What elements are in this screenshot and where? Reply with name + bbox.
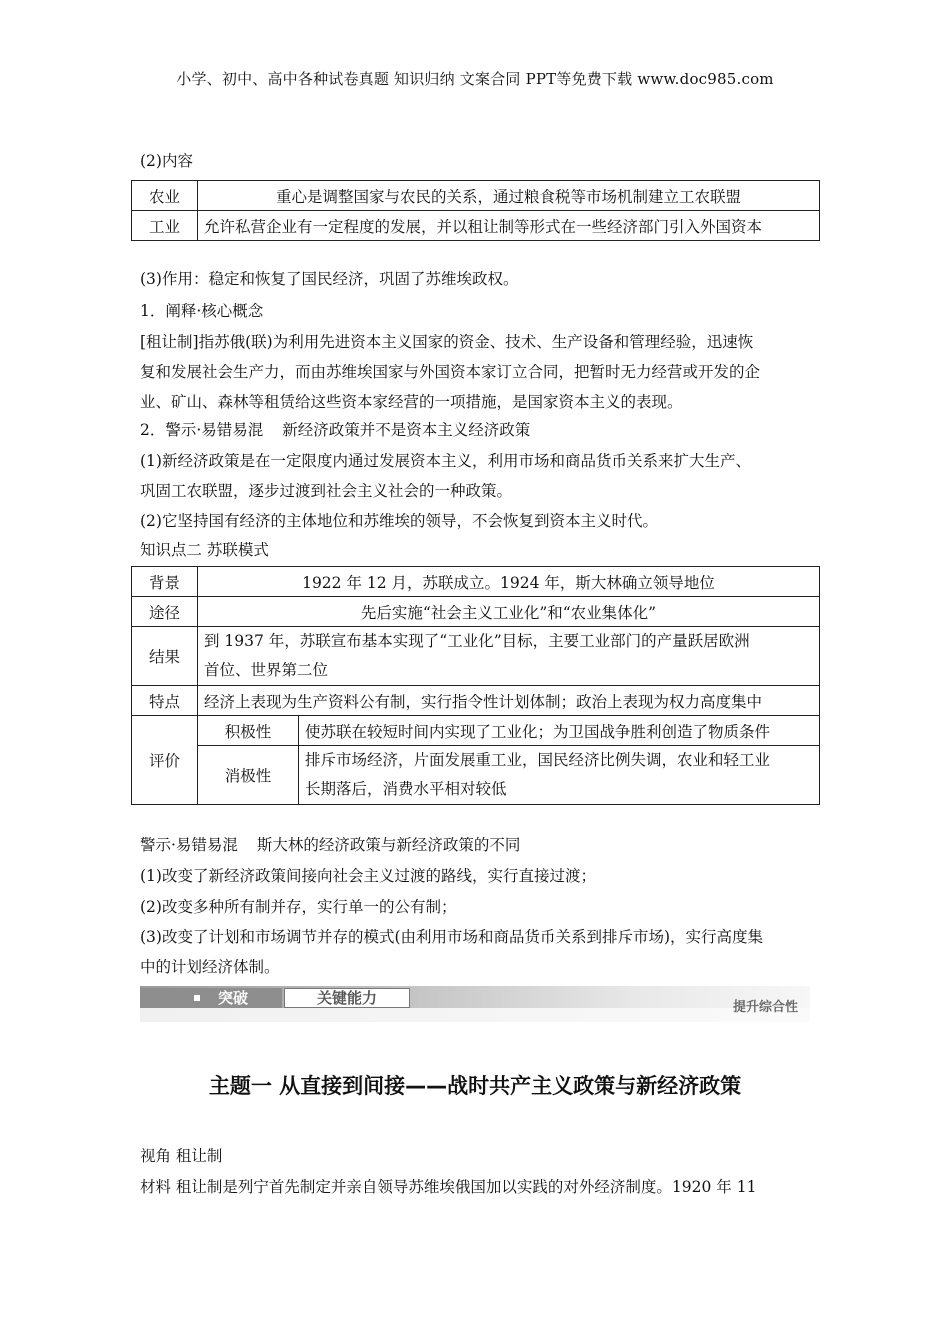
result-line: 首位、世界第二位 — [204, 661, 329, 679]
label-negative: 消极性 — [198, 746, 299, 805]
cell-result — [198, 627, 820, 686]
row-label-industry: 工业 — [132, 211, 198, 241]
negative-line: 长期落后，消费水平相对较低 — [305, 780, 507, 798]
section-banner — [140, 986, 810, 1026]
warning2-heading-line — [140, 834, 820, 856]
page-header: 小学、初中、高中各种试卷真题 知识归纳 文案合同 PPT等免费下载 www.doc985.com — [176, 70, 774, 88]
label-path: 途径 — [132, 597, 198, 627]
warning1-heading-line — [140, 419, 820, 441]
concept-line: 业、矿山、森林等租赁给这些资本家经营的一项措施，是国家资本主义的表现。 — [140, 393, 683, 411]
concept-line: [租让制]指苏俄(联)为利用先进资本主义国家的资金、技术、生产设备和管理经验，迅速恢 — [140, 333, 754, 351]
label-feature: 特点 — [132, 686, 198, 716]
knowledge-point-heading: 知识点二 苏联模式 — [140, 541, 269, 559]
concept-line: 复和发展社会生产力，而由苏维埃国家与外国资本家订立合同，把暂时无力经营或开发的企 — [140, 363, 761, 381]
row-text-industry: 允许私营企业有一定程度的发展，并以租让制等形式在一些经济部门引入外国资本 — [198, 211, 820, 241]
angle-line: 视角 租让制 — [140, 1147, 223, 1165]
policy-content-table — [131, 180, 820, 241]
banner-left-label: 突破 — [218, 989, 249, 1007]
concept-heading: 1．阐释·核心概念 — [140, 302, 264, 320]
warning1-subtitle: 新经济政策并不是资本主义经济政策 — [282, 421, 531, 439]
label-background: 背景 — [132, 567, 198, 597]
label-result: 结果 — [132, 627, 198, 686]
effect-text: (3)作用：稳定和恢复了国民经济，巩固了苏维埃政权。 — [140, 270, 519, 288]
row-label-agriculture: 农业 — [132, 181, 198, 211]
label-positive: 积极性 — [198, 716, 299, 746]
banner-underlay — [140, 1008, 810, 1022]
warning1-line: 巩固工农联盟，逐步过渡到社会主义社会的一种政策。 — [140, 482, 513, 500]
warning2-line: (3)改变了计划和市场调节并存的模式(由利用市场和商品货币关系到排斥市场)，实行高度集 — [140, 928, 764, 946]
result-line: 到 1937 年，苏联宣布基本实现了“工业化”目标，主要工业部门的产量跃居欧洲 — [204, 632, 750, 650]
cell-negative — [299, 746, 820, 805]
warning2-subtitle: 斯大林的经济政策与新经济政策的不同 — [256, 836, 521, 854]
soviet-model-table — [131, 566, 820, 805]
warning2-heading: 警示·易错易混 — [140, 836, 238, 854]
warning1-heading: 2．警示·易错易混 — [140, 421, 264, 439]
material-line: 材料 租让制是列宁首先制定并亲自领导苏维埃俄国加以实践的对外经济制度。1920 年 11 — [140, 1178, 757, 1196]
theme-title: 主题一 从直接到间接——战时共产主义政策与新经济政策 — [208, 1074, 742, 1098]
cell-feature: 经济上表现为生产资料公有制，实行指令性计划体制；政治上表现为权力高度集中 — [198, 686, 820, 716]
negative-line: 排斥市场经济，片面发展重工业，国民经济比例失调，农业和轻工业 — [305, 751, 771, 769]
warning2-line: (2)改变多种所有制并存，实行单一的公有制； — [140, 898, 457, 916]
banner-box-label: 关键能力 — [284, 988, 410, 1008]
warning2-line: (1)改变了新经济政策间接向社会主义过渡的路线，实行直接过渡； — [140, 867, 596, 885]
warning1-line: (1)新经济政策是在一定限度内通过发展资本主义，利用市场和商品货币关系来扩大生产、 — [140, 452, 751, 470]
cell-background: 1922 年 12 月，苏联成立。1924 年，斯大林确立领导地位 — [198, 567, 820, 597]
warning1-line: (2)它坚持国有经济的主体地位和苏维埃的领导，不会恢复到资本主义时代。 — [140, 512, 658, 530]
cell-positive: 使苏联在较短时间内实现了工业化；为卫国战争胜利创造了物质条件 — [299, 716, 820, 746]
banner-right-label: 提升综合性 — [732, 1000, 798, 1015]
content-subheading: (2)内容 — [140, 152, 193, 170]
warning2-line: 中的计划经济体制。 — [140, 958, 280, 976]
row-text-agriculture: 重心是调整国家与农民的关系，通过粮食税等市场机制建立工农联盟 — [198, 181, 820, 211]
square-icon — [194, 995, 200, 1001]
banner-left-block — [140, 988, 282, 1008]
cell-path: 先后实施“社会主义工业化”和“农业集体化” — [198, 597, 820, 627]
label-evaluation: 评价 — [132, 716, 198, 805]
